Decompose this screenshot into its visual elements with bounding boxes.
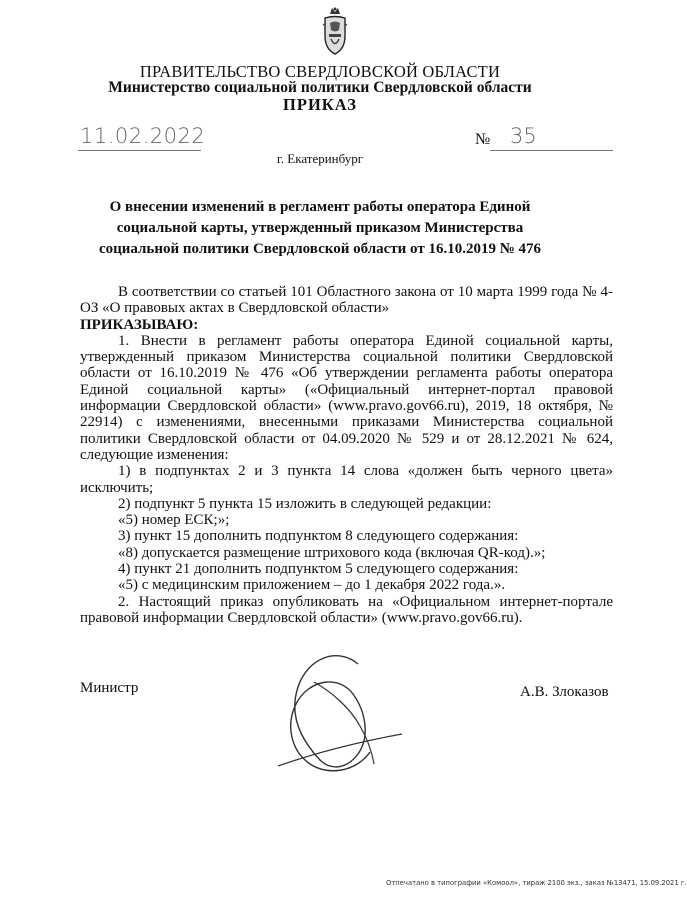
document-type: ПРИКАЗ (283, 95, 357, 114)
sub-item-3-text: «8) допускается размещение штрихового кода (включая QR-код).»; (118, 544, 546, 561)
order-date: 11.02.2022 (80, 124, 206, 148)
order-word: ПРИКАЗЫВАЮ: (80, 316, 199, 333)
city: г. Екатеринбург (276, 151, 364, 166)
handwritten-signature (258, 642, 408, 782)
signatory-position: Министр (80, 680, 139, 696)
ministry-heading: Министерство социальной политики Свердловской области (108, 79, 532, 96)
order-number-label: № (475, 131, 491, 148)
sub-item-2: 2) подпункт 5 пункта 15 изложить в следующей редакции: (118, 495, 492, 512)
order-body (80, 284, 613, 626)
document-title: О внесении изменений в регламент работы оператора Единой социальной карты, утвержденный приказом Министерства социальной политики Свердловской области от 16.10.2019 № 476 (98, 199, 542, 257)
preamble: В соответствии со статьей 101 Областного закона от 10 марта 1999 года № 4-ОЗ «О правовых актах в Свердловской области» (80, 284, 613, 317)
item-2: 2. Настоящий приказ опубликовать на «Официальном интернет-портале правовой информации Свердловской области» (www.pravo.gov66.ru). (80, 593, 613, 626)
sub-item-4: 4) пункт 21 дополнить подпунктом 5 следующего содержания: (118, 561, 519, 578)
sub-item-4-text: «5) с медицинским приложением – до 1 декабря 2022 года.». (118, 577, 506, 594)
signatory-name: А.В. Злоказов (520, 684, 609, 700)
sub-item-2-text: «5) номер ЕСК;»; (118, 512, 230, 529)
sub-item-1: 1) в подпунктах 2 и 3 пункта 14 слова «должен быть черного цвета» исключить; (80, 463, 613, 496)
order-number: 35 (510, 124, 537, 148)
print-note: Отпечатано в типографии «Комоол», тираж 2100 экз., заказ №13471, 15.09.2021 г. (386, 879, 687, 887)
item-1: 1. Внести в регламент работы оператора Единой социальной карты, утвержденный приказом Министерства социальной политики Свердловской области от 16.10.2019 № 476 «Об утверждении регламента работы оператора Единой социальной карты» («Официальный интернет-портал правовой информации Свердловской области» (www.pravo.gov66.ru), 2019, 18 октября, № 22914) с изменениями, внесенными приказами Министерства социальной политики Свердловской области от 04.09.2020 № 529 и от 28.12.2021 № 624, следующие изменения: (80, 332, 613, 463)
sub-item-3: 3) пункт 15 дополнить подпунктом 8 следующего содержания: (118, 528, 519, 545)
government-heading: ПРАВИТЕЛЬСТВО СВЕРДЛОВСКОЙ ОБЛАСТИ (139, 62, 501, 81)
coat-of-arms-icon (322, 6, 348, 56)
